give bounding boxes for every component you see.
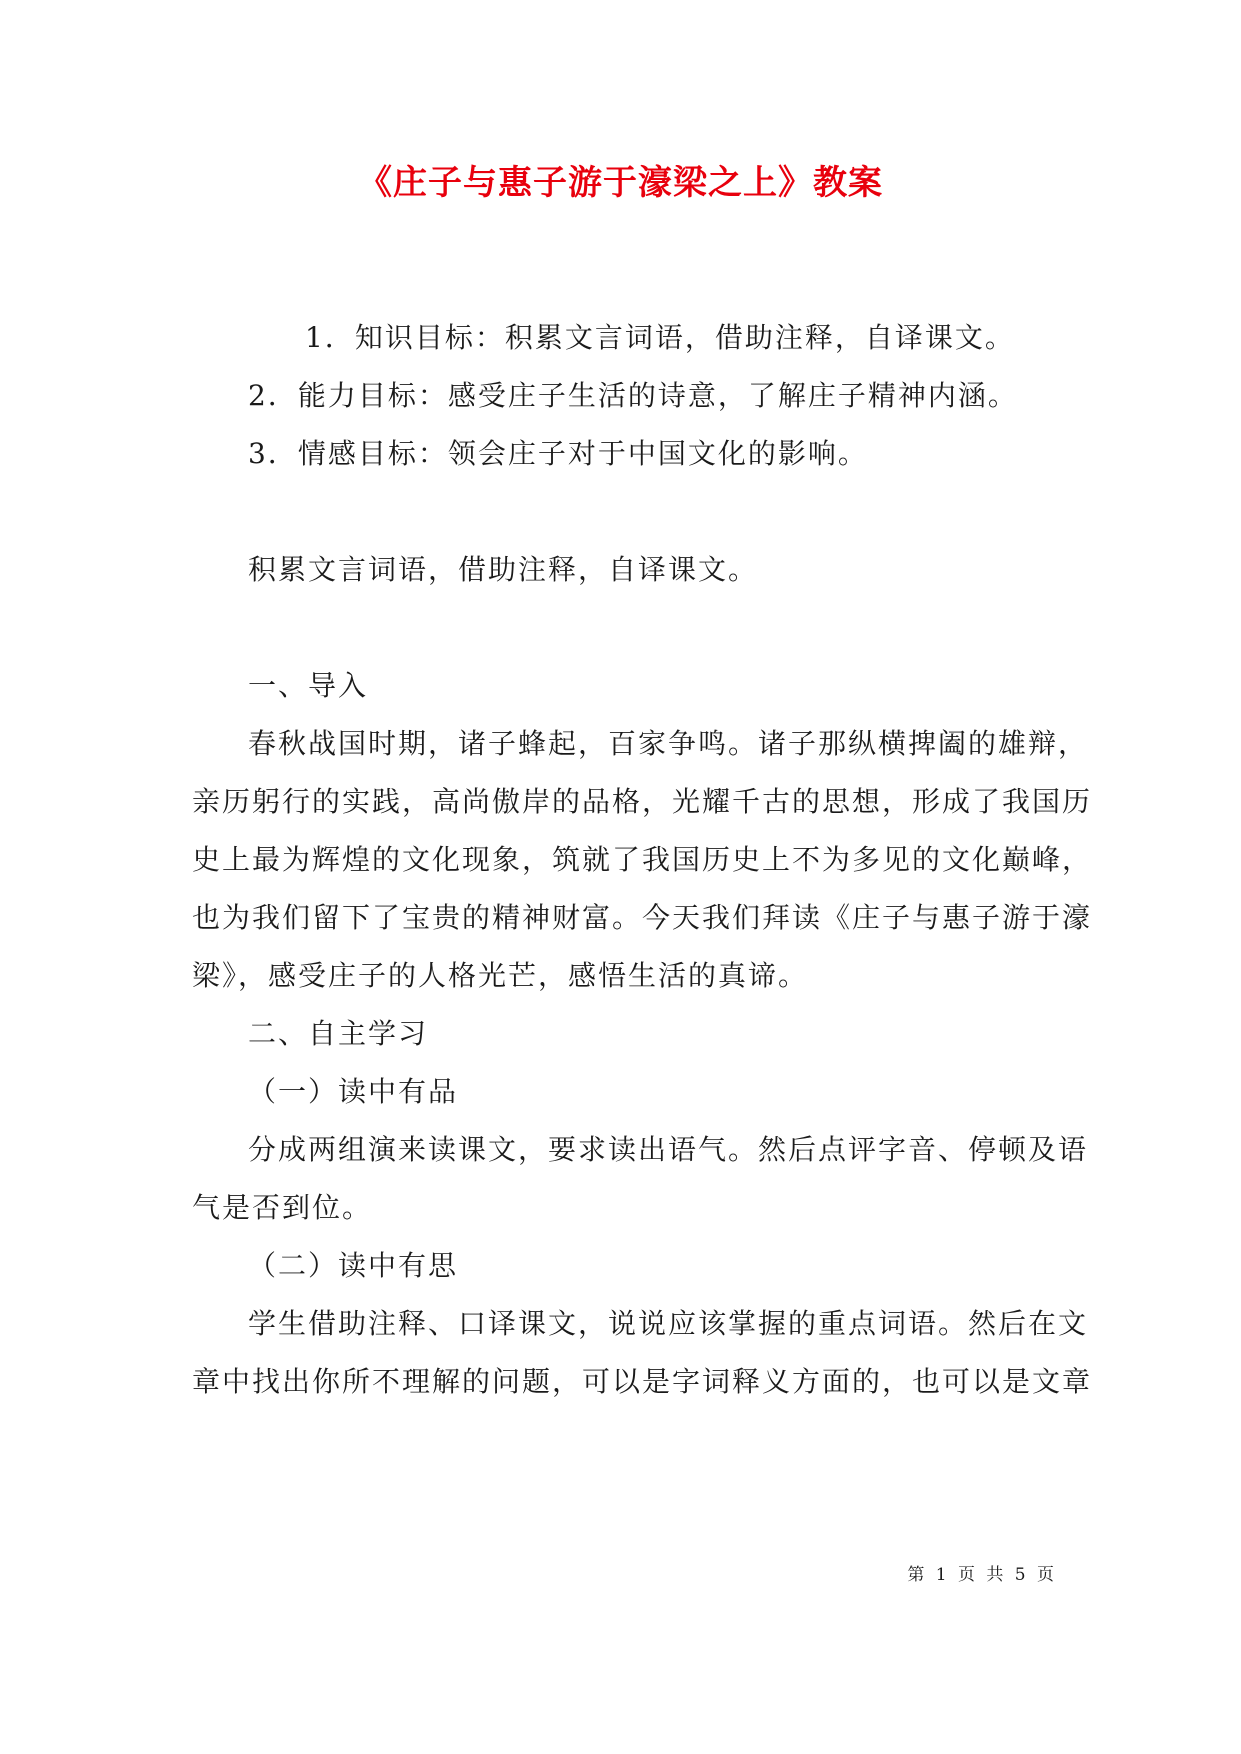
document-title: 《庄子与惠子游于濠梁之上》教案	[358, 163, 883, 203]
page-footer: 第 1 页 共 5 页	[907, 1565, 1054, 1585]
subsection-heading-1: （一）读中有品	[248, 1075, 459, 1108]
subsection-2-line: 学生借助注释、口译课文，说说应该掌握的重点词语。然后在文	[248, 1307, 1089, 1340]
intro-line: 春秋战国时期，诸子蜂起，百家争鸣。诸子那纵横捭阖的雄辩，	[248, 727, 1089, 760]
goal-2: 2．能力目标：感受庄子生活的诗意，了解庄子精神内涵。	[248, 379, 1018, 412]
goal-3: 3．情感目标：领会庄子对于中国文化的影响。	[248, 437, 868, 470]
subsection-1-line: 气是否到位。	[192, 1191, 373, 1224]
subsection-2-line: 章中找出你所不理解的问题，可以是字词释义方面的，也可以是文章	[192, 1365, 1093, 1398]
subsection-1-line: 分成两组演来读课文，要求读出语气。然后点评字音、停顿及语	[248, 1133, 1089, 1166]
key-point: 积累文言词语，借助注释，自译课文。	[248, 553, 759, 586]
intro-line: 史上最为辉煌的文化现象，筑就了我国历史上不为多见的文化巅峰，	[192, 843, 1093, 876]
section-heading-intro: 一、导入	[248, 669, 369, 702]
intro-line: 也为我们留下了宝贵的精神财富。今天我们拜读《庄子与惠子游于濠	[192, 901, 1093, 934]
intro-line: 亲历躬行的实践，高尚傲岸的品格，光耀千古的思想，形成了我国历	[192, 785, 1093, 818]
intro-line: 梁》，感受庄子的人格光芒，感悟生活的真谛。	[192, 959, 809, 992]
goal-1: 1．知识目标：积累文言词语，借助注释，自译课文。	[305, 321, 1015, 354]
section-heading-self-study: 二、自主学习	[248, 1017, 429, 1050]
subsection-heading-2: （二）读中有思	[248, 1249, 459, 1282]
